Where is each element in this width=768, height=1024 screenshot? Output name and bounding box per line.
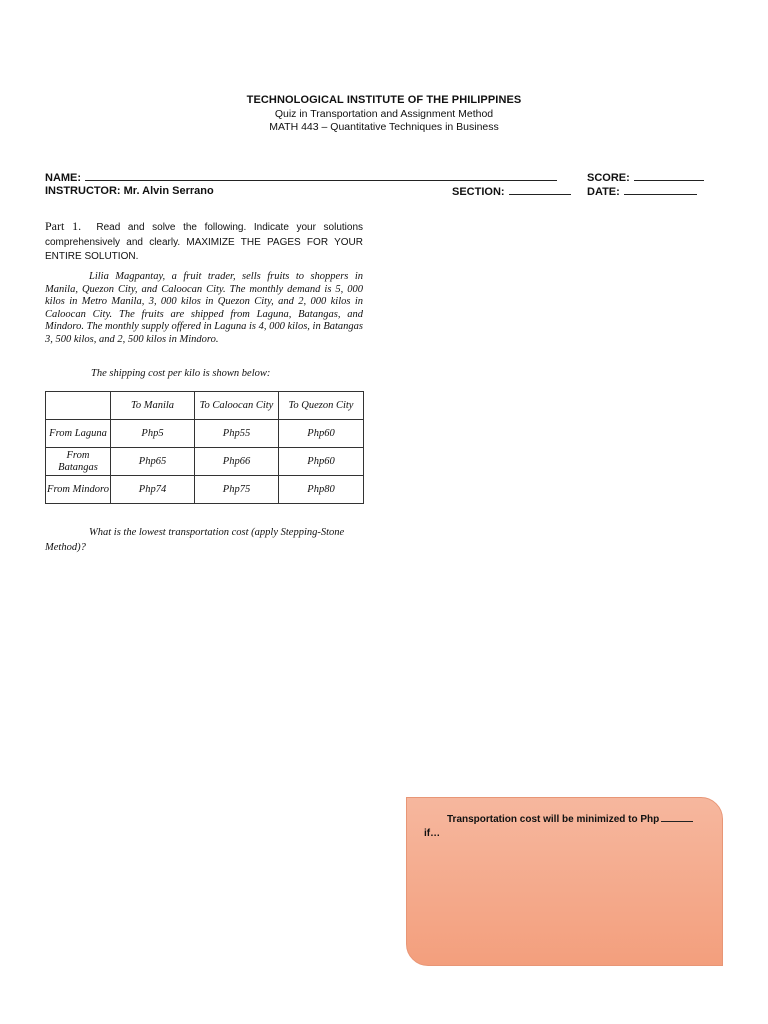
table-cell: Php66 [195, 448, 279, 476]
row-label: From Laguna [46, 420, 111, 448]
table-cell: Php60 [279, 420, 364, 448]
instructor-value: Mr. Alvin Serrano [123, 185, 214, 197]
table-cell: Php74 [111, 476, 195, 504]
section-label: SECTION: [452, 186, 505, 198]
part1-title: Part 1. [45, 219, 82, 233]
name-blank[interactable] [85, 171, 557, 181]
shipping-intro: The shipping cost per kilo is shown below: [91, 368, 271, 379]
part1-text: Read and solve the following. Indicate your solutions comprehensively and clearly. MAXIMIZE THE PAGES FOR YOUR ENTIRE SOLUTION. [45, 222, 363, 262]
instructor-label: INSTRUCTOR: [45, 185, 121, 197]
row-label: From Batangas [46, 448, 111, 476]
cost-blank[interactable] [661, 813, 693, 822]
callout-line-2: if… [424, 828, 441, 839]
table-row [46, 448, 364, 476]
date-blank[interactable] [624, 185, 697, 195]
table-header-cell: To Manila [111, 392, 195, 420]
table-cell: Php60 [279, 448, 364, 476]
score-label: SCORE: [587, 172, 630, 184]
table-cell: Php55 [195, 420, 279, 448]
table-cell: Php65 [111, 448, 195, 476]
callout-line-1 [447, 813, 693, 825]
date-field[interactable] [587, 185, 697, 198]
section-field[interactable] [452, 185, 571, 198]
name-field[interactable] [45, 171, 557, 184]
question [45, 525, 363, 555]
course-title: MATH 443 – Quantitative Techniques in Business [269, 121, 499, 133]
instructor-field [45, 185, 214, 197]
problem-statement [45, 271, 363, 346]
section-blank[interactable] [509, 185, 571, 195]
problem-text: Lilia Magpantay, a fruit trader, sells fruits to shoppers in Manila, Quezon City, and Caloocan City. The monthly demand is 5, 000 kilos in Metro Manila, 3, 000 kilos in Quezon City, and 2, 000 kilos in Caloocan City. The fruits are shipped from Laguna, Batangas, and Mindoro. The monthly supply offered in Laguna is 4, 000 kilos, in Batangas 3, 500 kilos, and 2, 500 kilos in Mindoro. [45, 271, 364, 345]
table-header-row [46, 392, 364, 420]
table-header-cell: To Quezon City [279, 392, 364, 420]
table-row [46, 420, 364, 448]
callout-text: Transportation cost will be minimized to Php [447, 814, 660, 825]
score-blank[interactable] [634, 171, 704, 181]
table-header-cell: To Caloocan City [195, 392, 279, 420]
question-text: What is the lowest transportation cost (apply Stepping-Stone Method)? [45, 527, 345, 553]
institution-title: TECHNOLOGICAL INSTITUTE OF THE PHILIPPINES [246, 94, 522, 106]
table-row [46, 476, 364, 504]
name-label: NAME: [45, 172, 82, 184]
quiz-title: Quiz in Transportation and Assignment Method [274, 108, 494, 120]
table-cell: Php80 [279, 476, 364, 504]
table-header-cell [46, 392, 111, 420]
date-label: DATE: [587, 186, 620, 198]
answer-callout-box [406, 797, 723, 966]
shipping-cost-table [45, 391, 364, 504]
part1-instructions [45, 219, 363, 265]
row-label: From Mindoro [46, 476, 111, 504]
table-cell: Php75 [195, 476, 279, 504]
score-field[interactable] [587, 171, 704, 184]
table-cell: Php5 [111, 420, 195, 448]
